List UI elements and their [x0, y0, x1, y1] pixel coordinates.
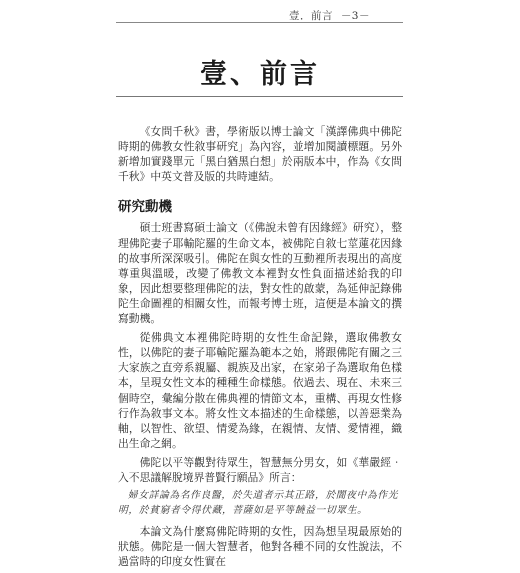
- paragraph: 佛陀以平等觀對待眾生，智慧無分男女，如《華嚴經‧入不思議解脫境界普賢行願品》所言：: [118, 455, 402, 484]
- intro-paragraph: 《女問千秋》書，學術版以博士論文「漢譯佛典中佛陀時期的佛教女性敘事研究」為內容，並增加閱讀標題。另外新增加實踐單元「黑白猶黑白想」於兩版本中，作為《女問千秋》中英文普及版的共時連結。: [118, 125, 402, 184]
- header-divider: [116, 22, 403, 23]
- running-header: [289, 8, 370, 23]
- title-divider: [116, 96, 403, 97]
- paragraph: 碩士班書寫碩士論文（《佛說未曾有因緣經》研究），整理佛陀妻子耶輸陀羅的生命文本，被佛陀自敘七莖蓮花因緣的故事所深深吸引。佛陀在與女性的互動裡所表現出的高度尊重與溫暖，改變了佛教文本裡對女性負面描述給我的印象，因此想要整理佛陀的法，對女性的啟蒙，為延伸記錄佛陀生命圖裡的相關女性，而報考博士班，這便是本論文的撰寫動機。: [118, 221, 402, 326]
- sutra-quote: 婦女詳論為名作良醫，於失道者示其正路，於闇夜中為作光明，於貧窮者令得伏藏，菩薩如是平等饒益一切眾生。: [118, 490, 399, 516]
- chapter-title: 壹、前言: [200, 59, 320, 90]
- paragraph: 從佛典文本裡佛陀時期的女性生命記錄，選取佛教女性，以佛陀的妻子耶輸陀羅為範本之始，將跟佛陀有關之三大家族之直旁系親屬、親族及出家，在家弟子為選取角色樣本，呈現女性文本的種種生命樣態。依過去、現在、未來三個時空，彙編分散在佛典裡的情節文本，重構、再現女性修行作為敘事文本。將女性文本描述的生命樣態，以善惡業為軸，以智性、欲望、情愛為緣，在親情、友情、愛情裡，織出生命之網。: [118, 331, 402, 450]
- page-number: －3－: [340, 10, 370, 22]
- section-heading: 研究動機: [118, 199, 172, 216]
- paragraph: 本論文為什麼寫佛陀時期的女性，因為想呈現最原始的狀態。佛陀是一個大智慧者，他對各種不同的女性說法，不過當時的印度女性實在: [118, 525, 402, 569]
- running-title: 壹．前言: [288, 10, 333, 22]
- body-text: [118, 116, 402, 573]
